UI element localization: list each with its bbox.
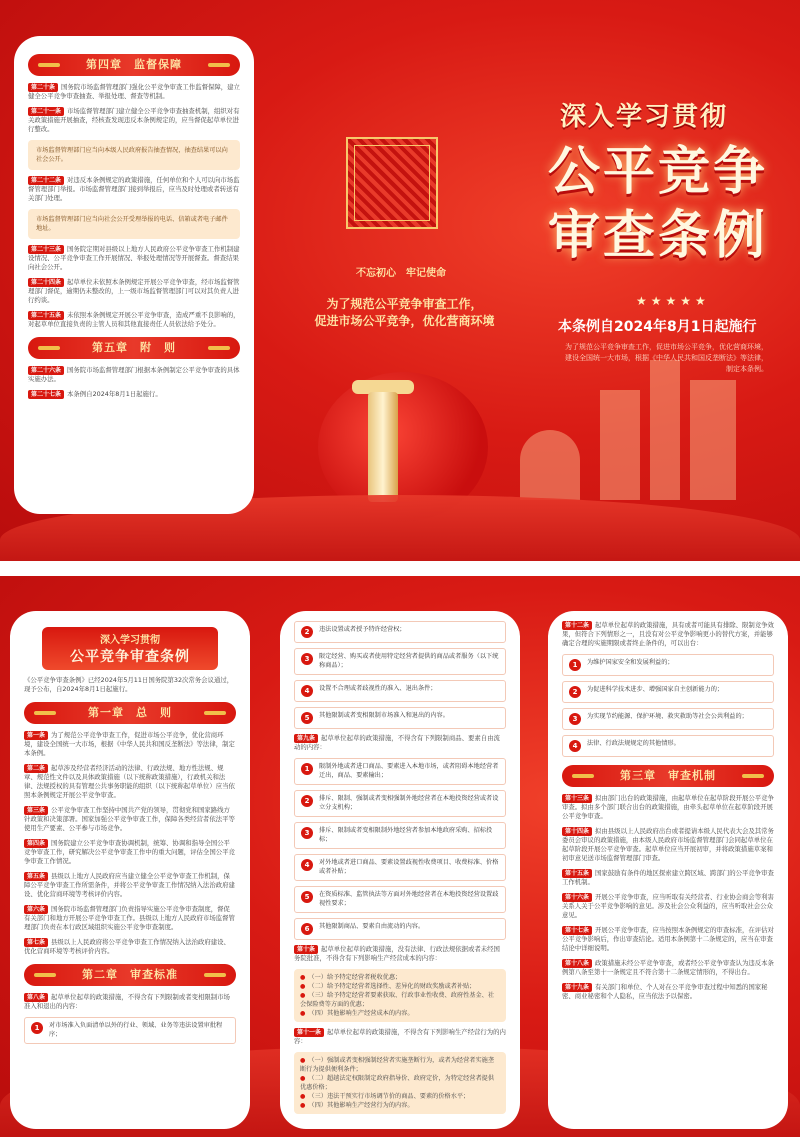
article-21 [28, 107, 240, 134]
article-tag: 第十六条 [562, 893, 592, 902]
bullet-icon: ● [300, 974, 306, 981]
sub-item [300, 991, 500, 1009]
article-10 [294, 945, 506, 963]
sheet-divider [0, 561, 800, 576]
article-text: 本条例自2024年8月1日起施行。 [67, 390, 162, 398]
list-item [562, 708, 774, 730]
article-tag: 第二十条 [28, 83, 58, 92]
list-item [294, 822, 506, 849]
article-5 [24, 872, 236, 899]
sub-item-text: （三）给予特定经营者要素获取、行政事业性收费、政府性基金、社会保险费等方面的优惠； [300, 992, 495, 1008]
article-text: 有关部门和单位、个人对在公平竞争审查过程中知悉的国家秘密、商业秘密和个人隐私，应当依法予以保密。 [562, 983, 768, 1000]
panel-chapter-3 [548, 611, 788, 1129]
item-text: 限制外地或者进口商品、要素进入本地市场，或者阻碍本地经营者迁出，商品、要素输出； [319, 763, 499, 779]
article-tag: 第二十七条 [28, 390, 64, 399]
article-11-sublist [294, 1052, 506, 1114]
panel-banner [42, 627, 218, 670]
article-tag: 第十一条 [294, 1028, 324, 1037]
slogan-text: 不忘初心 牢记使命 [356, 268, 446, 279]
article-12-items [562, 654, 774, 757]
article-text: 开展公平竞争审查，应当按照本条例规定的审查标准，在评估对公平竞争影响后，作出审查结论。适用本条例第十二条规定的，应当在审查结论中详细说明。 [562, 926, 774, 952]
article-23 [28, 245, 240, 272]
article-tag: 第九条 [294, 734, 318, 743]
sub-item-text: （四）其他影响生产经营行为的内容。 [308, 1102, 414, 1109]
note-box: 市场监督管理部门应当向社会公开受理举报的电话、信箱或者电子邮件地址。 [28, 209, 240, 239]
article-2 [24, 764, 236, 800]
item-text: 限定经营、购买或者使用特定经营者提供的商品或者服务（以下统称商品）； [319, 653, 499, 669]
intro-line-2: 促进市场公平竞争，优化营商环境 [314, 314, 495, 328]
chapter-1-heading: 第一章 总 则 [24, 702, 236, 724]
skyline-building [650, 360, 680, 500]
item-text: 设置不合理或者歧视性的准入、退出条件； [319, 685, 437, 692]
brochure-outer-side [0, 0, 800, 561]
article-tag: 第三条 [24, 806, 48, 815]
hero-description: 为了规范公平竞争审查工作，促进市场公平竞争，优化营商环境，建设全国统一大市场，根据《中华人民共和国反垄断法》等法律，制定本条例。 [565, 343, 768, 373]
list-item [294, 854, 506, 881]
chapter-5-heading: 第五章 附 则 [28, 337, 240, 359]
article-text: 未依照本条例规定开展公平竞争审查，造成严重不良影响的，对起草单位直接负责的主管人员和其他直接责任人员依法给予处分。 [28, 311, 240, 328]
article-text: 起草单位起草的政策措施，没有法律、行政法规依据或者未经国务院批准，不得含有下列影响生产经营成本的内容： [294, 945, 500, 962]
bullet-icon: ● [300, 992, 306, 999]
item-number: 5 [301, 891, 313, 903]
list-item [294, 918, 506, 940]
article-1 [24, 731, 236, 758]
article-22 [28, 176, 240, 203]
list-item [294, 758, 506, 785]
article-tag: 第八条 [24, 993, 48, 1002]
sub-item [300, 1009, 500, 1018]
item-number: 4 [301, 685, 313, 697]
note-box: 市场监督管理部门应当向本级人民政府报告抽查情况，抽查结果可以向社会公开。 [28, 140, 240, 170]
sub-item [300, 973, 500, 982]
article-text: 政策措施未经公平竞争审查，或者经公平竞争审查认为违反本条例第八条至第十一条规定且不符合第十二条规定情形的，不得出台。 [562, 959, 774, 976]
item-number: 4 [301, 859, 313, 871]
article-26 [28, 366, 240, 384]
skyline-building [690, 380, 736, 500]
article-text: 起草单位未依照本条例规定开展公平竞争审查，经市场监督管理部门督促，逾期仍未整改的，上一级市场监督管理部门可以对其负责人进行约谈。 [28, 278, 240, 304]
article-tag: 第六条 [24, 905, 48, 914]
item-number: 3 [301, 827, 313, 839]
skyline-building [600, 390, 640, 500]
bullet-icon: ● [300, 1010, 306, 1017]
item-text: 其他限制或者变相限制市场准入和退出的内容。 [319, 712, 449, 719]
article-11 [294, 1028, 506, 1046]
article-text: 起草单位起草的政策措施，不得含有下列限制商品、要素自由流动的内容： [294, 734, 500, 751]
list-item [294, 680, 506, 702]
article-6 [24, 905, 236, 932]
article-text: 公平竞争审查工作坚持中国共产党的领导，贯彻党和国家路线方针政策和决策部署。国家加强公平竞争审查工作，保障各类经营者依法平等使用生产要素、公平参与市场竞争。 [24, 806, 235, 832]
article-10-sublist [294, 969, 506, 1022]
sub-item [300, 1092, 500, 1101]
sub-item [300, 1074, 500, 1092]
article-7 [24, 938, 236, 956]
item-number: 2 [569, 686, 581, 698]
article-tag: 第十四条 [562, 827, 592, 836]
sub-item [300, 1101, 500, 1110]
list-item [562, 681, 774, 703]
list-item [294, 621, 506, 643]
preface-text: 《公平竞争审查条例》已经2024年5月11日国务院第32次常务会议通过，现予公布，自2024年8月1日起施行。 [24, 676, 234, 693]
article-16 [562, 893, 774, 920]
sub-item-text: （三）违法干预实行市场调节价的商品、要素的价格水平； [308, 1093, 470, 1100]
sub-item-text: （一）强制或者变相强制经营者实施垄断行为，或者为经营者实施垄断行为提供便利条件； [300, 1057, 495, 1073]
item-text: 为维护国家安全和发展利益的； [587, 659, 674, 666]
bullet-icon: ● [300, 1093, 306, 1100]
article-text: 拟由县级以上人民政府出台或者提请本级人民代表大会及其常务委员会审议的政策措施，由本级人民政府市场监督管理部门会同起草单位在起草阶段开展公平竞争审查。起草单位应当开展初审，并将政策措施草案和初审意见送市场监督管理部门审查。 [562, 827, 774, 862]
article-text: 拟由部门出台的政策措施，由起草单位在起草阶段开展公平竞争审查。拟由多个部门联合出台的政策措施，由牵头起草单位在起草阶段开展公平竞争审查。 [562, 794, 774, 820]
item-text: 为促进科学技术进步、增强国家自主创新能力的； [587, 686, 724, 693]
article-text: 国务院市场监督管理部门根据本条例制定公平竞争审查的具体实施办法。 [28, 366, 240, 383]
article-tag: 第十九条 [562, 983, 592, 992]
article-text: 起草涉及经营者经济活动的法律、行政法规、地方性法规、规章、规范性文件以及具体政策措施（以下统称政策措施），行政机关和法律、法规授权的具有管理公共事务职能的组织（以下统称起草单位）应当依照本条例规定开展公平竞争审查。 [24, 764, 235, 799]
bullet-icon: ● [300, 1102, 306, 1109]
article-text: 对违反本条例规定的政策措施，任何单位和个人可以向市场监督管理部门举报。市场监督管理部门接到举报后，应当及时处理或者转送有关部门处理。 [28, 176, 240, 202]
article-tag: 第十二条 [562, 621, 592, 630]
sub-item [300, 982, 500, 991]
item-text: 为实现节约能源、保护环境、救灾救助等社会公共利益的； [587, 713, 748, 720]
article-tag: 第四条 [24, 839, 48, 848]
intro-line-1: 为了规范公平竞争审查工作， [326, 297, 483, 311]
list-item [294, 648, 506, 675]
article-text: 国务院市场监督管理部门强化公平竞争审查工作监督保障，建立健全公平竞争审查抽查、举报处理、督查等机制。 [28, 83, 240, 100]
item-number: 2 [301, 626, 313, 638]
chapter-4-heading: 第四章 监督保障 [28, 54, 240, 76]
article-text: 国家鼓励有条件的地区探索建立跨区域、跨部门的公平竞争审查工作机制。 [562, 869, 774, 886]
intro-text [292, 296, 517, 330]
list-item [562, 654, 774, 676]
article-text: 国务院建立公平竞争审查协调机制，统筹、协调和指导全国公平竞争审查工作，研究解决公平竞争审查工作中的重大问题，评估全国公平竞争审查工作情况。 [24, 839, 235, 865]
article-tag: 第二十三条 [28, 245, 64, 254]
article-13 [562, 794, 774, 821]
article-tag: 第十七条 [562, 926, 592, 935]
article-tag: 第七条 [24, 938, 48, 947]
item-text: 排斥、限制、强制或者变相强制外地经营者在本地投资经营或者设立分支机构； [319, 795, 499, 811]
list-item [562, 735, 774, 757]
sub-item-text: （一）给予特定经营者税收优惠； [308, 974, 402, 981]
brochure-inner-side [0, 576, 800, 1137]
item-number: 4 [569, 740, 581, 752]
article-19 [562, 983, 774, 1001]
article-text: 为了规范公平竞争审查工作，促进市场公平竞争，优化营商环境，建设全国统一大市场，根据《中华人民共和国反垄断法》等法律，制定本条例。 [24, 731, 235, 757]
item-number: 5 [301, 712, 313, 724]
article-text: 起草单位起草的政策措施，不得含有下列影响生产经营行为的内容： [294, 1028, 506, 1045]
item-number: 1 [301, 763, 313, 775]
article-text: 起草单位起草的政策措施，具有或者可能具有排除、限制竞争效果，但符合下列情形之一，且没有对公平竞争影响更小的替代方案，并能够确定合理的实施期限或者终止条件的，可以出台： [562, 621, 774, 647]
hero-kicker: 深入学习贯彻 [560, 102, 729, 132]
article-tag: 第二十六条 [28, 366, 64, 375]
article-tag: 第十五条 [562, 869, 592, 878]
article-4 [24, 839, 236, 866]
item-text: 排斥、限制或者变相限制外地经营者参加本地政府采购、招标投标； [319, 827, 493, 843]
article-text: 县级以上地方人民政府应当建立健全公平竞争审查工作机制，保障公平竞争审查工作所需条件，并将公平竞争审查工作情况纳入法治政府建设、优化营商环境等考核评价内容。 [24, 872, 235, 898]
item-text: 违法设置或者授予特许经营权； [319, 626, 406, 633]
bullet-icon: ● [300, 1057, 306, 1064]
hero-title [548, 140, 768, 268]
panel-chapter-4-5 [14, 36, 254, 514]
article-20 [28, 83, 240, 101]
sub-item [300, 1056, 500, 1074]
item-number: 1 [31, 1022, 43, 1034]
article-24 [28, 278, 240, 305]
article-25 [28, 311, 240, 329]
huabiao-pillar [368, 392, 398, 502]
article-tag: 第十条 [294, 945, 318, 954]
item-text: 其他限制商品、要素自由流动的内容。 [319, 923, 425, 930]
article-3 [24, 806, 236, 833]
article-9 [294, 734, 506, 752]
effective-date: 本条例自2024年8月1日起施行 [558, 319, 757, 335]
article-tag: 第十三条 [562, 794, 592, 803]
article-27 [28, 390, 240, 399]
chapter-3-heading: 第三章 审查机制 [562, 765, 774, 787]
article-text: 县级以上人民政府将公平竞争审查工作情况纳入法治政府建设、优化营商环境等考核评价内容。 [24, 938, 230, 955]
sub-item-text: （二）给予特定经营者选择性、差异化的财政奖励或者补贴； [308, 983, 476, 990]
temple-silhouette [520, 430, 580, 500]
article-text: 开展公平竞争审查，应当听取有关经营者、行业协会商会等利害关系人关于公平竞争影响的意见。涉及社会公众利益的，应当听取社会公众意见。 [562, 893, 774, 919]
item-number: 3 [569, 713, 581, 725]
article-text: 起草单位起草的政策措施，不得含有下列限制或者变相限制市场准入和退出的内容： [24, 993, 230, 1010]
hero-title-line-2: 审查条例 [548, 206, 769, 266]
article-tag: 第二十四条 [28, 278, 64, 287]
panel-chapter-1-2 [10, 611, 250, 1129]
article-12 [562, 621, 774, 648]
list-item [24, 1017, 236, 1044]
article-17 [562, 926, 774, 953]
item-text: 对外地或者进口商品、要素设置歧视性收费项目、收费标准、价格或者补贴； [319, 859, 499, 875]
article-text: 国务院市场监督管理部门负责指导实施公平竞争审查制度，督促有关部门和地方开展公平竞争审查工作。县级以上地方人民政府市场监督管理部门负责在本行政区域组织实施公平竞争审查制度。 [24, 905, 235, 931]
star-row: ★★★★★ [636, 294, 710, 308]
item-text: 在资质标准、监管执法等方面对外地经营者在本地投资经营设置歧视性要求； [319, 891, 499, 907]
list-item [294, 886, 506, 913]
bullet-icon: ● [300, 983, 306, 990]
article-8-items [294, 621, 506, 729]
article-text: 市场监督管理部门建立健全公平竞争审查抽查机制，组织对有关政策措施开展抽查，经核查发现违反本条例规定的，应当督促起草单位进行整改。 [28, 107, 240, 133]
panel-articles-8-11 [280, 611, 520, 1129]
article-9-items [294, 758, 506, 940]
item-number: 6 [301, 923, 313, 935]
article-tag: 第二十二条 [28, 176, 64, 185]
article-18 [562, 959, 774, 977]
sub-item-text: （四）其他影响生产经营成本的内容。 [308, 1010, 414, 1017]
chapter-2-heading: 第二章 审查标准 [24, 964, 236, 986]
article-tag: 第十八条 [562, 959, 592, 968]
item-number: 3 [301, 653, 313, 665]
article-15 [562, 869, 774, 887]
hero-title-line-1: 公平竞争 [548, 142, 769, 202]
article-tag: 第二条 [24, 764, 48, 773]
list-item [294, 707, 506, 729]
list-item [294, 790, 506, 817]
article-tag: 第二十五条 [28, 311, 64, 320]
article-8 [24, 993, 236, 1011]
article-tag: 第五条 [24, 872, 48, 881]
item-number: 1 [569, 659, 581, 671]
item-text: 对市场准入负面清单以外的行业、领域、业务等违法设置审批程序； [49, 1022, 223, 1038]
photo-frame [346, 137, 438, 229]
article-text: 国务院定期对县级以上地方人民政府公平竞争审查工作机制建设情况、公平竞争审查工作开展情况、举报处理情况等开展督查。督查结果向社会公开。 [28, 245, 240, 271]
item-text: 法律、行政法规规定的其他情形。 [587, 740, 680, 747]
article-14 [562, 827, 774, 863]
article-tag: 第二十一条 [28, 107, 64, 116]
banner-title: 公平竞争审查条例 [70, 649, 190, 665]
item-number: 2 [301, 795, 313, 807]
bullet-icon: ● [300, 1075, 306, 1082]
sub-item-text: （二）超越法定权限制定政府指导价、政府定价，为特定经营者提供优惠价格； [300, 1075, 495, 1091]
article-tag: 第一条 [24, 731, 48, 740]
banner-kicker: 深入学习贯彻 [100, 635, 160, 646]
